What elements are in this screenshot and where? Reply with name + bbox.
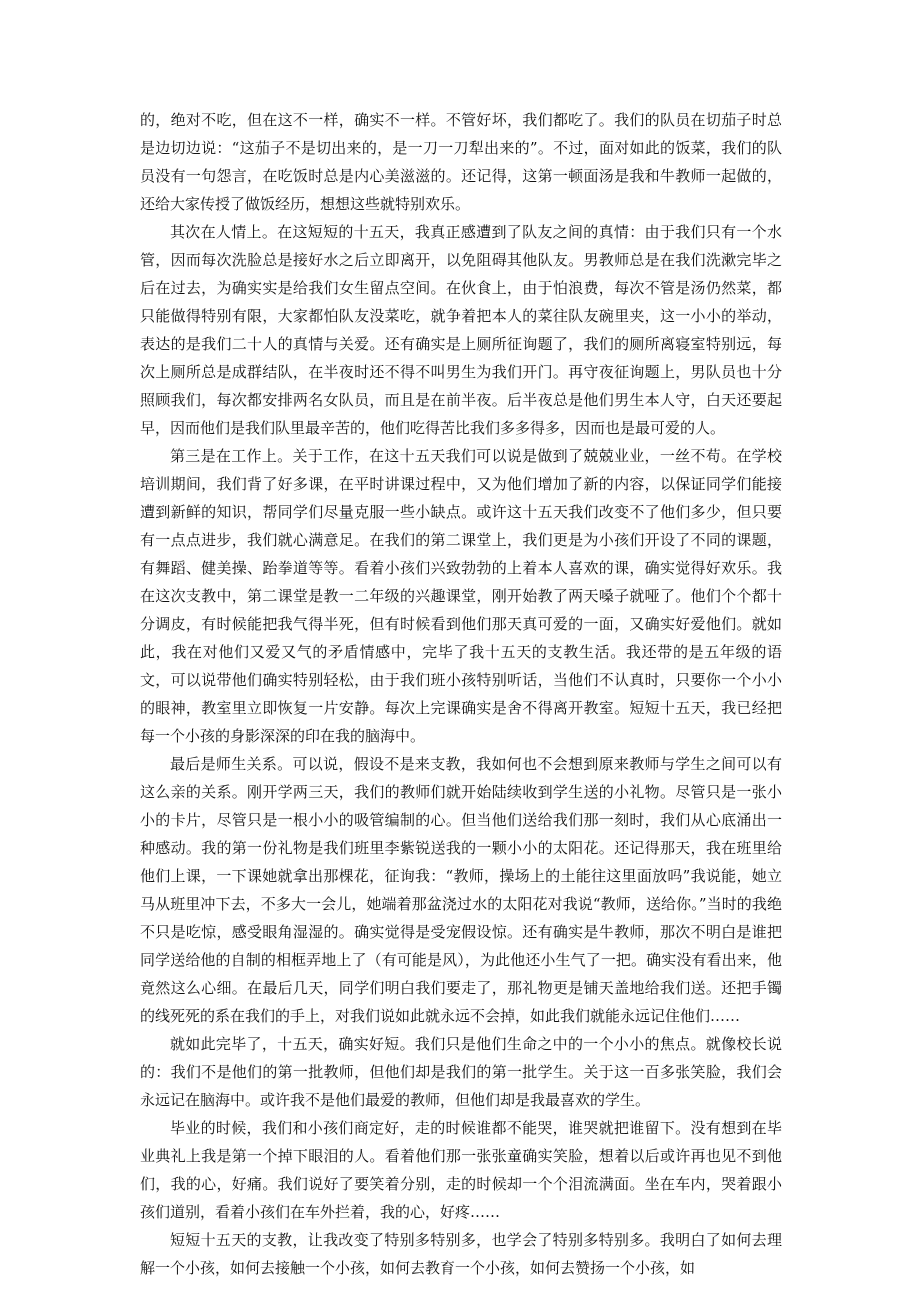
paragraph-meals: 的，绝对不吃，但在这不一样，确实不一样。不管好坏，我们都吃了。我们的队员在切茄子时总是边切边说：“这茄子不是切出来的，是一刀一刀犁出来的”。不过，面对如此的饭菜，我们的队员没有一句怨言，在吃饭时总是内心美滋滋的。还记得，这第一顿面汤是我和牛教师一起做的，还给大家传授了做饭经历，想想这些就特别欢乐。 [140,111,782,213]
paragraph-friendship: 其次在人情上。在这短短的十五天，我真正感遭到了队友之间的真情：由于我们只有一个水管，因而每次洗脸总是接好水之后立即离开，以免阻碍其他队友。男教师总是在我们洗漱完毕之后在过去，为确实实是给我们女生留点空间。在伙食上，由于怕浪费，每次不管是汤仍然菜，都只能做得特别有限，大家都怕队友没菜吃，就争着把本人的菜往队友碗里夹，这一小小的举动，表达的是我们二十人的真情与关爱。还有确实是上厕所征询题了，我们的厕所离寝室特别远，每次上厕所总是成群结队，在半夜时还不得不叫男生为我们开门。再守夜征询题上，男队员也十分照顾我们，每次都安排两名女队员，而且是在前半夜。后半夜总是他们男生本人守，白天还要起早，因而他们是我们队里最辛苦的，他们吃得苦比我们多多得多，因而也是最可爱的人。 [140,223,782,437]
paragraph-teacher-student: 最后是师生关系。可以说，假设不是来支教，我如何也不会想到原来教师与学生之间可以有这么亲的关系。刚开学两三天，我们的教师们就开始陆续收到学生送的小礼物。尽管只是一张小小的卡片，尽管只是一根小小的吸管编制的心。但当他们送给我们那一刻时，我们从心底涌出一种感动。我的第一份礼物是我们班里李紫锐送我的一颗小小的太阳花。还记得那天，我在班里给他们上课，一下课她就拿出那棵花，征询我：“教师，操场上的土能往这里面放吗”我说能，她立马从班里冲下去，不多大一会儿，她端着那盆浇过水的太阳花对我说“教师，送给你。”当时的我绝不只是吃惊，感受眼角湿湿的。确实觉得是受宠假设惊。还有确实是牛教师，那次不明白是谁把同学送给他的自制的相框弄地上了（有可能是风），为此他还小生气了一把。确实没有看出来，他竟然这么心细。在最后几天，同学们明白我们要走了，那礼物更是铺天盖地给我们送。还把手镯的线死死的系在我们的手上，对我们说如此就永远不会掉，如此我们就能永远记住他们…… [140,755,782,1025]
paragraph-graduation: 毕业的时候，我们和小孩们商定好，走的时候谁都不能哭，谁哭就把谁留下。没有想到在毕业典礼上我是第一个掉下眼泪的人。看着他们那一张张童确实笑脸，想着以后或许再也见不到他们，我的心，好痛。我们说好了要笑着分别，走的时候却一个个泪流满面。坐在车内，哭着跟小孩们道别，看着小孩们在车外拦着，我的心，好疼…… [140,1119,782,1221]
paragraph-ending: 就如此完毕了，十五天，确实好短。我们只是他们生命之中的一个小小的焦点。就像校长说的：我们不是他们的第一批教师，但他们却是我们的第一批学生。关于这一百多张笑脸，我们会永远记在脑海中。或许我不是他们最爱的教师，但他们却是我最喜欢的学生。 [140,1035,782,1109]
paragraph-conclusion: 短短十五天的支教，让我改变了特别多特别多，也学会了特别多特别多。我明白了如何去理解一个小孩，如何去接触一个小孩，如何去教育一个小孩，如何去赞扬一个小孩，如 [140,1231,782,1277]
paragraph-work: 第三是在工作上。关于工作，在这十五天我们可以说是做到了兢兢业业，一丝不苟。在学校培训期间，我们背了好多课，在平时讲课过程中，又为他们增加了新的内容，以保证同学们能接遭到新鲜的知识，帮同学们尽量克服一些小缺点。或许这十五天我们改变不了他们多少，但只要有一点点进步，我们就心满意足。在我们的第二课堂上，我们更是为小孩们开设了不同的课题，有舞蹈、健美操、跆拳道等等。看着小孩们兴致勃勃的上着本人喜欢的课，确实觉得好欢乐。我在这次支教中，第二课堂是教一二年级的兴趣课堂，刚开始教了两天嗓子就哑了。他们个个都十分调皮，有时候能把我气得半死，但有时候看到他们那天真可爱的一面，又确实好爱他们。就如此，我在对他们又爱又气的矛盾情感中，完毕了我十五天的支教生活。我还带的是五年级的语文，可以说带他们确实特别轻松，由于我们班小孩特别听话，当他们不认真时，只要你一个小小的眼神，教室里立即恢复一片安静。每次上完课确实是舍不得离开教室。短短十五天，我已经把每一个小孩的身影深深的印在我的脑海中。 [140,447,782,745]
document-body [140,106,782,1282]
